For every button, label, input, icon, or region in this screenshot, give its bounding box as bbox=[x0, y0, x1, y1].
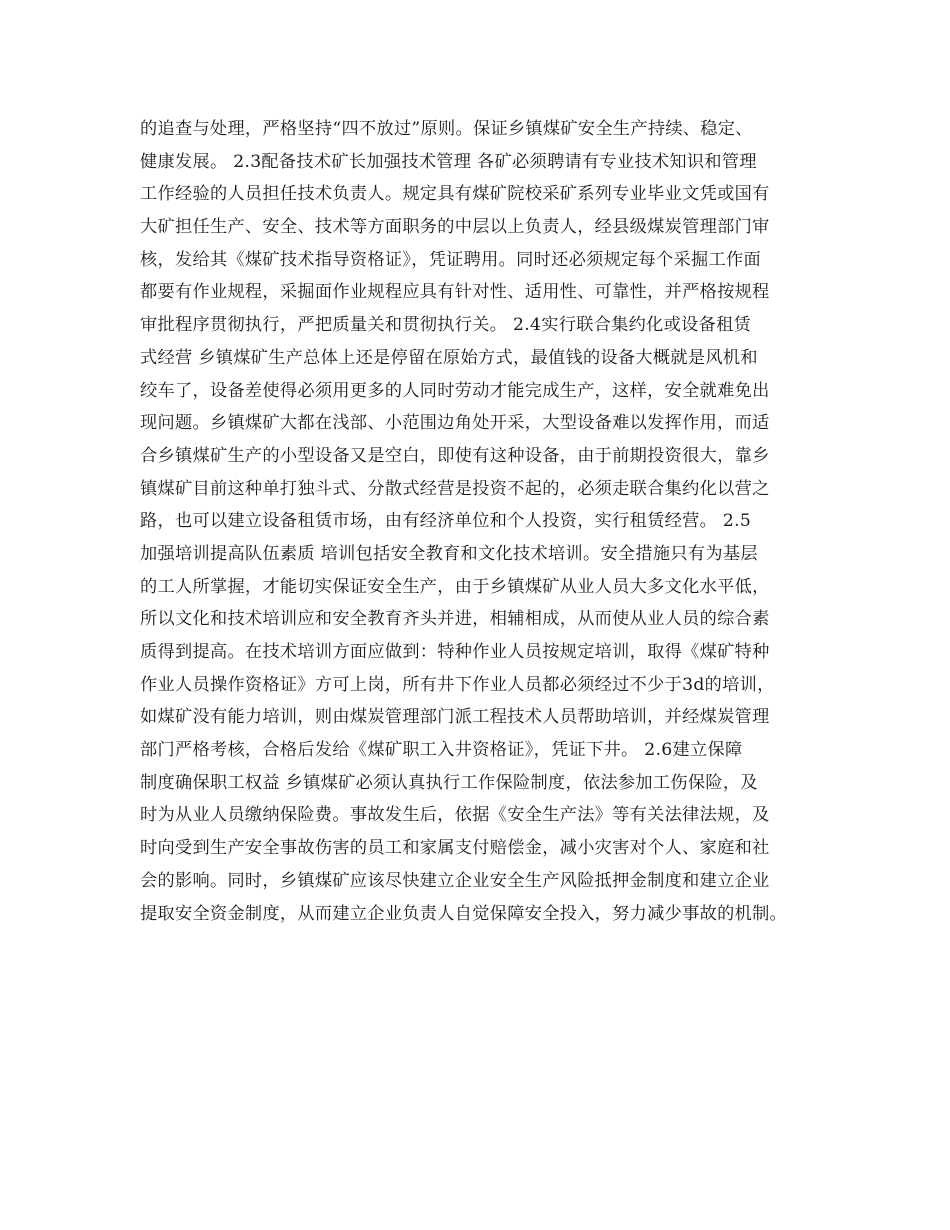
text-line: 都要有作业规程，采掘面作业规程应具有针对性、适用性、可靠性，并严格按规程 bbox=[140, 282, 770, 303]
text-line: 工作经验的人员担任技术负责人。规定具有煤矿院校采矿系列专业毕业文凭或国有 bbox=[140, 184, 770, 205]
text-line: 作业人员操作资格证》方可上岗，所有井下作业人员都必须经过不少于3d的培训， bbox=[140, 674, 775, 695]
text-line: 的工人所掌握，才能切实保证安全生产，由于乡镇煤矿从业人员大多文化水平低， bbox=[140, 576, 770, 597]
text-line: 现问题。乡镇煤矿大都在浅部、小范围边角处开采，大型设备难以发挥作用，而适 bbox=[140, 413, 770, 434]
text-line: 时向受到生产安全事故伤害的员工和家属支付赔偿金，减小灾害对个人、家庭和社 bbox=[140, 838, 770, 859]
text-line: 核，发给其《煤矿技术指导资格证》，凭证聘用。同时还必须规定每个采掘工作面 bbox=[140, 249, 761, 270]
text-line: 部门严格考核，合格后发给《煤矿职工入井资格证》，凭证下井。 2.6建立保障 bbox=[140, 740, 743, 761]
text-line: 提取安全资金制度，从而建立企业负责人自觉保障安全投入，努力减少事故的机制。 bbox=[140, 903, 788, 924]
text-line: 大矿担任生产、安全、技术等方面职务的中层以上负责人，经县级煤炭管理部门审 bbox=[140, 217, 770, 238]
text-line: 所以文化和技术培训应和安全教育齐头并进，相辅相成，从而使从业人员的综合素 bbox=[140, 609, 770, 630]
text-line: 审批程序贯彻执行，严把质量关和贯彻执行关。 2.4实行联合集约化或设备租赁 bbox=[140, 315, 752, 336]
text-line: 的追查与处理，严格坚持“四不放过”原则。保证乡镇煤矿安全生产持续、稳定、 bbox=[140, 119, 753, 139]
body-text bbox=[140, 113, 830, 930]
text-line: 如煤矿没有能力培训，则由煤炭管理部门派工程技术人员帮助培训，并经煤炭管理 bbox=[140, 707, 770, 728]
text-line: 健康发展。 2.3配备技术矿长加强技术管理 各矿必须聘请有专业技术知识和管理 bbox=[140, 151, 757, 172]
text-line: 质得到提高。在技术培训方面应做到：特种作业人员按规定培训，取得《煤矿特种 bbox=[140, 642, 770, 662]
text-line: 合乡镇煤矿生产的小型设备又是空白，即使有这种设备，由于前期投资很大，靠乡 bbox=[140, 445, 770, 466]
text-line: 加强培训提高队伍素质 培训包括安全教育和文化技术培训。安全措施只有为基层 bbox=[140, 543, 758, 564]
text-line: 时为从业人员缴纳保险费。事故发生后，依据《安全生产法》等有关法律法规，及 bbox=[140, 805, 770, 826]
text-line: 镇煤矿目前这种单打独斗式、分散式经营是投资不起的，必须走联合集约化以营之 bbox=[140, 478, 770, 499]
text-line: 路，也可以建立设备租赁市场，由有经济单位和个人投资，实行租赁经营。 2.5 bbox=[140, 511, 752, 532]
text-line: 会的影响。同时，乡镇煤矿应该尽快建立企业安全生产风险抵押金制度和建立企业 bbox=[140, 870, 770, 891]
text-line: 制度确保职工权益 乡镇煤矿必须认真执行工作保险制度，依法参加工伤保险，及 bbox=[140, 772, 758, 793]
text-line: 式经营 乡镇煤矿生产总体上还是停留在原始方式，最值钱的设备大概就是风机和 bbox=[140, 347, 758, 368]
text-line: 绞车了，设备差使得必须用更多的人同时劳动才能完成生产，这样，安全就难免出 bbox=[140, 380, 770, 401]
